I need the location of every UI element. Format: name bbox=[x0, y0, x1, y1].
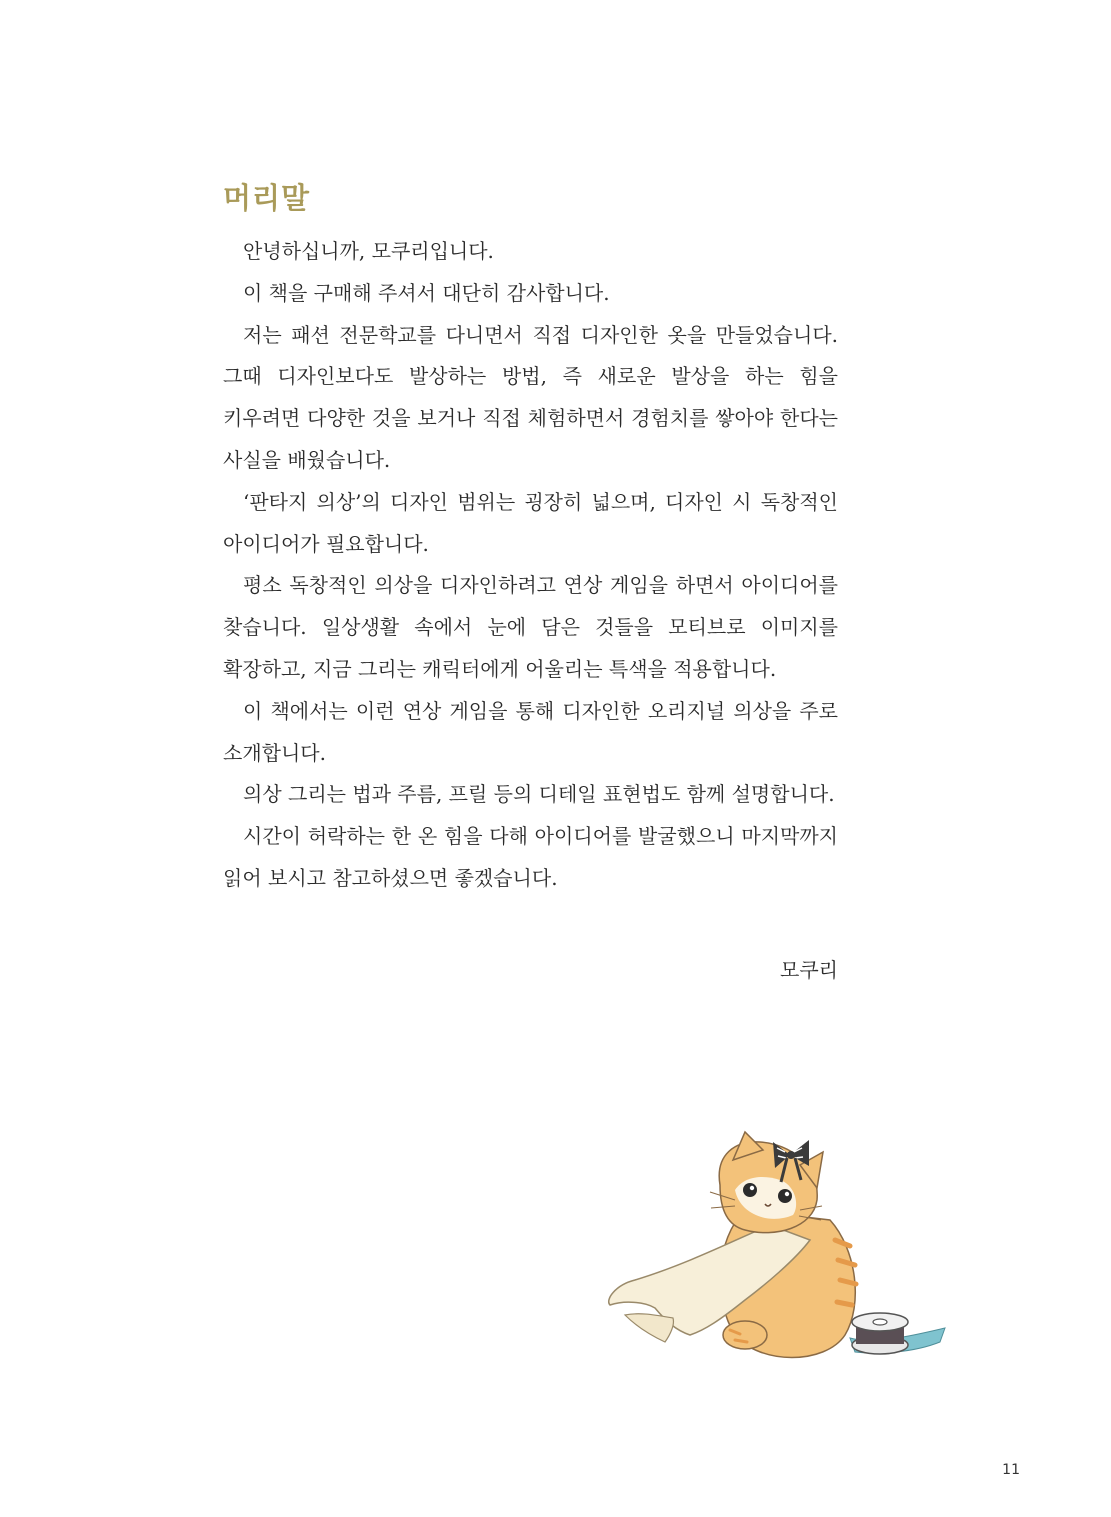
paragraph-3: 저는 패션 전문학교를 다니면서 직접 디자인한 옷을 만들었습니다. 그때 디자인보다도 발상하는 방법, 즉 새로운 발상을 하는 힘을 키우려면 다양한 것을 보거나 직접 체험하면서 경험치를 쌓아야 한다는 사실을 배웠습니다. bbox=[223, 322, 838, 472]
page-title: 머리말 bbox=[223, 181, 311, 215]
author-signature: 모쿠리 bbox=[780, 958, 838, 982]
paragraph-4: ‘판타지 의상’의 디자인 범위는 굉장히 넓으며, 디자인 시 독창적인 아이디어가 필요합니다. bbox=[223, 489, 838, 556]
paragraph-6: 이 책에서는 이런 연상 게임을 통해 디자인한 오리지널 의상을 주로 소개합니다. bbox=[223, 698, 838, 765]
paragraph-2: 이 책을 구매해 주셔서 대단히 감사합니다. bbox=[243, 280, 610, 305]
page-number: 11 bbox=[1002, 1462, 1020, 1478]
ribbon-spool-icon bbox=[850, 1313, 945, 1354]
paragraph-5: 평소 독창적인 의상을 디자인하려고 연상 게임을 하면서 아이디어를 찾습니다. 일상생활 속에서 눈에 담은 것들을 모티브로 이미지를 확장하고, 지금 그리는 캐릭터에게 어울리는 특색을 적용합니다. bbox=[223, 573, 838, 681]
paragraph-7: 의상 그리는 법과 주름, 프릴 등의 디테일 표현법도 함께 설명합니다. bbox=[243, 782, 835, 807]
preface-body bbox=[223, 231, 838, 900]
paragraph-1: 안녕하십니까, 모쿠리입니다. bbox=[243, 239, 494, 263]
paragraph-8: 시간이 허락하는 한 온 힘을 다해 아이디어를 발굴했으니 마지막까지 읽어 보시고 참고하셨으면 좋겠습니다. bbox=[223, 824, 838, 890]
cat-with-cloth-and-ribbon-spool-icon bbox=[595, 1130, 955, 1370]
